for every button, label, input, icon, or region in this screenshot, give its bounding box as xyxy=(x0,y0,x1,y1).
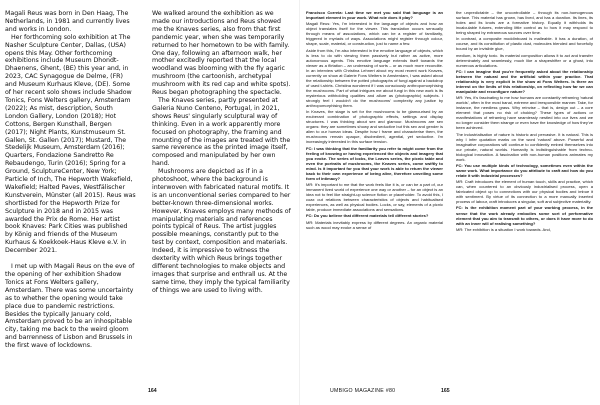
magazine-name: UMBIGO MAGAZINE #80 xyxy=(330,388,396,394)
answer-paragraph xyxy=(456,227,593,232)
paragraph-text: MR: Yes, it's fascinating to me how humans are constantly reframing 'natural worlds', often in the most banal, extreme and irresponsible manner. Take, for instance, the needless grass. Why reinvise – that is, design out – a core element that poses no risk of choking? These types of actions or manifestations of reframing have seamlessly nestled into our lives and we no longer consider them strange or even have the knowledge of how they've been achieved. xyxy=(456,95,593,131)
right-page xyxy=(300,0,600,405)
answer-paragraph xyxy=(306,109,443,144)
paragraph-text: FC: You use multiple kinds of technology, sometimes even within the same work. What importance do you attribute to craft and how do you relate it with industrial processes? xyxy=(456,162,593,179)
body-paragraph: Mushrooms are depicted as if in a photoshoot, where the background is interwoven with fabricated natural motifs. It is an unconventional series compared to her better-known three-dimensional works. However, Knaves employs many methods of manipulating materials and references points typical of Reus. The artist juggles possible meanings, constantly put to the test by context, composition and materials. Indeed, it is impressive to witness the dexterity with which Reus brings together different technologies to make objects and images that surprise and enthrall us. At the same time, they imply the typical familiarity of things we are used to living with. xyxy=(152,168,291,294)
question-paragraph xyxy=(306,146,443,181)
answer-paragraph xyxy=(306,48,443,109)
paragraph-text: MR: Materials inevitably express by different degrees. An organic material such as wood may evoke a sense of xyxy=(306,219,443,230)
body-paragraph: We walked around the exhibition as we made our introductions and Reus showed me the Knaves series, also from that first pandemic year, when she was temporarily returned to her hometown to be with family. One day, following an afternoon walk, her mother excitedly reported that the local woodland was blooming with the fly agaric mushroom (the cartoonish, archetypal mushroom with its red cap and white spots). Reus began photographing the spectacle. xyxy=(152,10,291,97)
answer-paragraph xyxy=(456,53,593,68)
answer-paragraph xyxy=(456,132,593,162)
question-paragraph xyxy=(456,69,593,94)
bio-paragraph: Magali Reus was born in Den Haag, The Netherlands, in 1981 and currently lives and works in London. xyxy=(5,10,130,33)
paragraph-text: the unpredictable – the uncontrollable – through its non-homogenous surface. This material has grown, has lived, and has a duration. Its lines, its holes and its knots are a formative history. Equally it withholds its incalculable futures, extending little control as to how it may respond to being shaped by extraneous sources over time. xyxy=(456,10,593,36)
bio-paragraph: Her forthcoming solo exhibition at The Nasher Sculpture Center, Dallas, (USA) opens this May. Other forthcoming exhibitions include Museum Dhondt-Dhaenens, Ghent, (BE) this year and, in 2023, CAC Synagogue de Delme, (FR) and Museum Kurhaus Kleve, (DE). Some of her recent solo shows include Shadow Tonics, Fons Welters gallery, Amsterdam (2022); As mist, description, South London Gallery, London (2018); Hot Cottons, Bergen Kunsthall, Bergen (2017); Night Plants, Kunstmuseum St. Gallen, St. Gallen (2017); Mustard, The Stedelijk Museum, Amsterdam (2016); Quarters, Fondazione Sandretto Re Rebaudengo, Turin (2016); Spring for a Ground, SculptureCenter, New York; Particle of Inch, The Hepworth Wakefield, Wakefield; Halted Paves, Westfälischer Kunstverein, Münster (all 2015). Reus was shortlisted for the Hepworth Prize for Sculpture in 2018 and in 2015 was awarded the Prix de Rome. Her artist book Knaves: Park Cities was published by König and friends of the Museum Kurhaus & Koekkoek-Haus Kleve e.V. in December 2021. xyxy=(5,33,136,255)
answer-paragraph xyxy=(306,21,443,46)
speaker-name: Francisco Correia: xyxy=(306,10,343,15)
answer-paragraph xyxy=(306,220,443,230)
column-3 xyxy=(306,10,443,394)
paragraph-text: FC: Is the exhibition moment part of your working process, in the sense that the work already embodies some sort of performative element that you aim to transmit to others, or does it have more to do with an inner will of realising something? xyxy=(456,205,593,226)
answer-paragraph xyxy=(456,10,593,35)
paragraph-text: MR: Craft introduces the element of human touch, skills and practice, which can, when countered to an obviously industrialised process, open a fabricated object up to connections with our physical bodies and imbue it with sentiment. By virtue of its connection to a more manually inserted process of labour, craft introduces a singular, soft and subjective materiality. xyxy=(456,179,593,205)
column-4 xyxy=(456,10,593,394)
question-paragraph xyxy=(306,213,443,218)
page-number-left: 164 xyxy=(148,388,157,394)
paragraph-text: FC: Do you believe that different materials tell different stories? xyxy=(306,213,429,219)
answer-paragraph xyxy=(306,182,443,212)
question-paragraph xyxy=(306,10,443,20)
paragraph-text: Aside from this, I'm also interested in the emotive language of objects, which is less to do with viewing them passively but rather as active, more autonomous agents. This emotive language extends itself towards the viewer as a flirtation – an undressing of sorts – or as much more recondite. In an interview with Christina Lehnert about my most recent work Knaves, currently on show at Galerie Fons Welters in Amsterdam, I was asked about the relationship between the potted photographs of fungi against a backdrop of used t-shirts. Christina wondered if I was consciously anthropomorphising the mushrooms. Part of what intrigues me about fungi in this new work is its mysterious withholding qualities and allure as (photographic) subjects. I strongly feel I wouldn't do the mushrooms' complexity any justice by anthropomorphising them. xyxy=(306,47,443,109)
paragraph-text: medium, is highly toxic. Its material composition allows it to act and transfer determinately and seamlessly, much like a shapeshifter or a ghost, into numerous articulations. xyxy=(456,52,593,68)
column-2 xyxy=(152,10,292,382)
intro-paragraph: I met up with Magali Reus on the eve of the opening of her exhibition Shadow Tonics at Fons Welters gallery, Amsterdam. There was some uncertainty as to whether the opening would take place due to pandemic restrictions. Besides the typically January cold, Amsterdam proved to be an inhospitable city, taking me back to the weird gloom and barrenness of Lisbon and Brussels in the first wave of lockdowns. xyxy=(5,263,135,350)
paragraph-text: The industrialisation of nature is historic and pervasive. It is natural. This is why I infer quotation marks on the word 'natural' above. Powerful and imaginative corporations will continue to confidently embed themselves into our private, natural worlds. Humanity is indistinguishable from techno-biological innovation. A fascination with non-human positions animates my work. xyxy=(456,131,593,162)
answer-paragraph xyxy=(456,36,593,51)
answer-paragraph xyxy=(456,95,593,130)
paragraph-text: FC: I can imagine that you're frequently asked about the relationship between the natural and the artificial within your practice. That relationship is very explicit in the show at Fons Welters. Is there an interest on the limits of this relationship, on reflecting how far we can manipulate and reconfigure nature? xyxy=(456,68,593,94)
page-number-right: 165 xyxy=(441,388,450,394)
paragraph-text: In Knaves, the stage is set for the mushrooms to be glamourised by an exuberant combination of photographic effects, settings and display structures. I was thinking about sex and glamour. Mushrooms are sex organs: they are sometimes showy and seductive but this sex and gender is alien to our human ideas. Despite how I frame and characterise them, the mushrooms remain opaque, disobedient, agential, yet seductive. I'm increasingly interested in this surface tension. xyxy=(306,109,443,145)
column-1 xyxy=(5,10,136,382)
question-paragraph xyxy=(456,163,593,178)
paragraph-text: MR: It's important to me that the work feels like it is, or can be a part of, our immanent lived world of experience one way or another – for an object is an idea not to feel like straight-up science fiction or placeholder. To avoid this, I coax out relations between characteristics of objects and habitualised experiences, as well as physical bodies. Locks, or say, elements of a picnic table, produce immediate associations and sensations. xyxy=(306,182,443,213)
paragraph-text: Magali Reus: Yes, I'm interested in the language of objects and how an object translates itself for the viewer. This translation occurs sensually through means of associations, which can be a register of familiarity, triggered in myriads of ways. Associations might register through colour, shape, scale, material, or construction, just to name a few. xyxy=(306,21,443,47)
paragraph-text: In contrast, a composite moddinboard is malleable. It has a duration, of course, and its constitution of plastic dust, molecules blended and forcefully bound by an invisible glue, xyxy=(456,36,593,52)
body-paragraph: The Knaves series, partly presented at Galeria Nuno Centeno, Portugal, in 2021, shows Reus' singularly sculptural way of thinking. Even in a work apparently more focused on photography, the framing and mounting of the images are treated with the same reverence as the printed image itself, composed and manipulated by her own hand. xyxy=(152,96,291,168)
paragraph-text: FC: I was thinking that the familiarity you refer to might come from the feeling of knowing or having experienced the objects and imagery that you evoke. The series of locks, the Leaves series, the picnic table and even the portraits of mushrooms, the Knaves series, come swiftly to mind. Is it important for you that your work is able to return the viewer back to their own experience of being alive, therefore unveiling some form of intimacy? xyxy=(306,145,443,181)
answer-paragraph xyxy=(456,179,593,204)
paragraph-text: MR: The exhibition is a situation I work towards. And, xyxy=(456,226,551,232)
spacer xyxy=(5,255,136,263)
paragraph-text: Last time we met you said that language is an important element in your work. What role does it play? xyxy=(306,10,443,21)
question-paragraph xyxy=(456,205,593,225)
